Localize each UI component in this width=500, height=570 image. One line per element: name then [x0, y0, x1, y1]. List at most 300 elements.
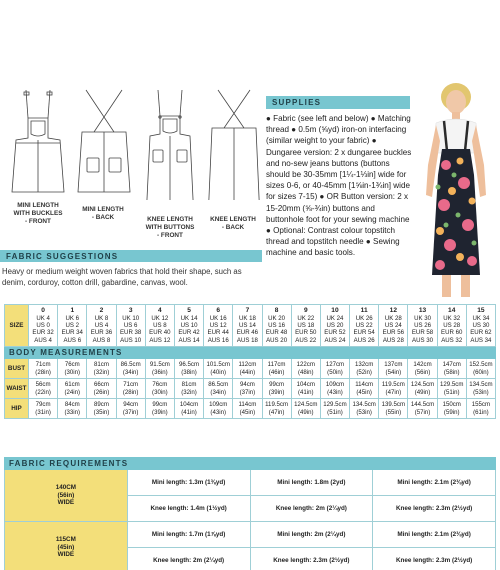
measurement-in: (36in) — [152, 368, 168, 376]
size-eur: EUR 34 — [61, 329, 83, 337]
size-cell — [174, 305, 203, 347]
measurement-in: (26in) — [93, 388, 110, 396]
measurement-cell — [29, 359, 58, 379]
size-uk: UK 12 — [151, 314, 169, 322]
measurement-in: (38in) — [181, 368, 197, 376]
size-uk: UK 10 — [122, 314, 140, 322]
size-cell — [379, 305, 408, 347]
size-uk: UK 4 — [36, 314, 50, 322]
sketch-caption-3 — [134, 216, 206, 240]
measurement-cm: 134.5cm — [352, 401, 376, 409]
size-cell — [408, 305, 437, 347]
measurement-in: (43in) — [327, 388, 343, 396]
measurement-cm: 76cm — [152, 381, 168, 389]
size-aus: AUS 6 — [63, 336, 82, 344]
measurement-in: (53in) — [473, 388, 489, 396]
size-cell — [466, 305, 495, 347]
size-eur: EUR 32 — [32, 329, 54, 337]
measurement-cell — [320, 379, 349, 399]
caption-line: - BACK — [221, 224, 245, 231]
size-chart-table — [4, 304, 496, 419]
size-eur: EUR 38 — [119, 329, 142, 337]
size-uk: UK 26 — [355, 314, 373, 322]
measurement-cm: 112cm — [238, 361, 257, 369]
size-us: US 28 — [443, 322, 461, 330]
size-eur: EUR 40 — [149, 329, 171, 337]
size-us: US 22 — [355, 322, 373, 330]
measurement-cm: 114cm — [355, 381, 374, 389]
dungaree-mini-front-drawing — [8, 88, 68, 200]
measurement-cell — [204, 399, 233, 419]
fabric-width-line: WIDE — [57, 551, 75, 559]
measurement-in: (56in) — [414, 368, 431, 376]
size-uk: UK 28 — [384, 314, 402, 322]
measurement-cell — [437, 359, 466, 379]
size-us: US 18 — [297, 322, 315, 330]
measurement-cell — [145, 399, 174, 419]
size-uk: UK 8 — [94, 314, 109, 322]
measurement-cell — [204, 379, 233, 399]
size-aus: AUS 12 — [149, 336, 171, 344]
size-number: 2 — [99, 306, 104, 314]
measurement-cell — [379, 399, 408, 419]
measurement-cell — [291, 399, 320, 419]
size-row — [5, 305, 496, 347]
measurement-in: (41in) — [181, 408, 197, 416]
measurement-cm: 89cm — [94, 401, 109, 409]
requirement-row — [5, 522, 496, 548]
size-eur: EUR 52 — [324, 329, 346, 337]
measurement-cm: 119.5cm — [381, 381, 405, 389]
size-us: US 0 — [36, 322, 50, 330]
measurement-cell — [116, 359, 145, 379]
requirement-cell: Knee length: 2.3m (2½yd) — [373, 496, 496, 522]
size-uk: UK 16 — [209, 314, 227, 322]
fabric-requirements-heading-row — [5, 458, 496, 470]
size-aus: AUS 10 — [120, 336, 142, 344]
size-uk: UK 22 — [297, 314, 315, 322]
requirement-cell: Knee length: 2.3m (2½yd) — [373, 548, 496, 570]
measurement-cm: 81cm — [181, 381, 197, 389]
technical-sketches — [0, 88, 262, 248]
measurement-in: (28in) — [122, 388, 139, 396]
measurement-cell — [87, 359, 116, 379]
measurement-cell — [145, 379, 174, 399]
size-aus: AUS 16 — [207, 336, 229, 344]
measurement-in: (32in) — [181, 388, 197, 396]
size-number: 4 — [158, 306, 162, 314]
size-aus: AUS 32 — [441, 336, 463, 344]
size-cell — [350, 305, 379, 347]
size-uk: UK 14 — [180, 314, 198, 322]
measurement-in: (61in) — [473, 408, 489, 416]
measurement-cell — [466, 379, 495, 399]
sketch-caption-2 — [70, 206, 136, 222]
size-cell — [320, 305, 349, 347]
size-uk: UK 32 — [443, 314, 461, 322]
measurement-in: (30in) — [64, 368, 81, 376]
measurement-in: (32in) — [93, 368, 110, 376]
measurement-in: (24in) — [64, 388, 81, 396]
size-us: US 20 — [326, 322, 344, 330]
body-measurements-heading: BODY MEASUREMENTS — [5, 347, 496, 359]
size-number: 10 — [331, 306, 339, 314]
size-aus: AUS 20 — [266, 336, 288, 344]
size-aus: AUS 22 — [295, 336, 317, 344]
measurement-in: (35in) — [93, 408, 110, 416]
measurement-cm: 94cm — [239, 381, 255, 389]
size-number: 12 — [389, 306, 398, 314]
size-number: 6 — [216, 306, 221, 314]
measurement-in: (44in) — [239, 368, 256, 376]
measurement-cell — [379, 379, 408, 399]
measurement-cm: 56cm — [35, 381, 51, 389]
size-us: US 6 — [123, 322, 138, 330]
measurement-cell — [174, 379, 203, 399]
size-eur: EUR 44 — [207, 329, 229, 337]
fabric-width-label — [5, 470, 128, 522]
measurement-cm: 124.5cm — [294, 401, 318, 409]
measurement-cm: 104cm — [296, 381, 315, 389]
measurement-cm: 117cm — [267, 361, 286, 369]
measurement-cm: 99cm — [269, 381, 285, 389]
measurement-cm: 129.5cm — [440, 381, 464, 389]
size-aus: AUS 18 — [236, 336, 258, 344]
size-uk: UK 24 — [326, 314, 344, 322]
measurement-in: (57in) — [414, 408, 431, 416]
sketch-caption-4 — [200, 216, 266, 232]
size-uk: UK 20 — [268, 314, 286, 322]
measurement-in: (22in) — [35, 388, 51, 396]
caption-line: MINI LENGTH — [82, 206, 124, 213]
size-eur: EUR 42 — [178, 329, 200, 337]
measurement-cell — [174, 359, 203, 379]
measurement-in: (34in) — [210, 388, 227, 396]
fabric-requirements-table — [4, 457, 496, 570]
size-eur: EUR 56 — [382, 329, 405, 337]
caption-line: KNEE LENGTH — [210, 216, 256, 223]
size-us: US 4 — [94, 322, 109, 330]
size-us: US 12 — [209, 322, 227, 330]
measurement-cell — [262, 399, 291, 419]
measurement-cell — [408, 379, 437, 399]
size-aus: AUS 34 — [470, 336, 492, 344]
measurement-cell — [437, 379, 466, 399]
measurement-row — [5, 359, 496, 379]
measurement-in: (31in) — [35, 408, 51, 416]
size-aus: AUS 4 — [34, 336, 52, 344]
measurement-in: (34in) — [122, 368, 139, 376]
measurement-label: BUST — [5, 359, 29, 379]
fabric-requirements-heading: FABRIC REQUIREMENTS — [5, 458, 496, 470]
fabric-width-line: (56in) — [57, 491, 75, 499]
size-eur: EUR 58 — [411, 329, 434, 337]
measurement-in: (55in) — [385, 408, 402, 416]
measurement-in: (46in) — [268, 368, 285, 376]
measurement-cm: 71cm — [35, 361, 51, 369]
measurement-cell — [350, 379, 379, 399]
measurement-cell — [174, 399, 203, 419]
size-number: 9 — [303, 306, 308, 314]
size-number: 11 — [360, 306, 368, 314]
size-cell — [233, 305, 262, 347]
sketch-mini-front — [8, 88, 68, 200]
measurement-cell — [466, 359, 495, 379]
size-eur: EUR 36 — [90, 329, 113, 337]
size-number: 1 — [70, 306, 75, 314]
size-number: 7 — [245, 306, 250, 314]
measurement-cell — [262, 359, 291, 379]
caption-line: - BACK — [91, 214, 115, 221]
measurement-cm: 84cm — [64, 401, 80, 409]
size-cell — [145, 305, 174, 347]
measurement-cm: 137cm — [384, 361, 403, 369]
measurement-in: (45in) — [239, 408, 256, 416]
measurement-cm: 104cm — [179, 401, 199, 409]
measurement-in: (43in) — [210, 408, 227, 416]
size-aus: AUS 8 — [92, 336, 111, 344]
measurement-row — [5, 379, 496, 399]
measurement-cell — [408, 359, 437, 379]
measurement-cm: 61cm — [64, 381, 80, 389]
dungaree-mini-back-drawing — [74, 88, 134, 200]
measurement-in: (49in) — [414, 388, 431, 396]
size-cell — [291, 305, 320, 347]
fabric-width-line: 115CM — [55, 535, 76, 543]
size-cell — [437, 305, 466, 347]
measurement-in: (39in) — [152, 408, 168, 416]
fabric-width-line: 140CM — [55, 483, 77, 491]
requirement-row — [5, 470, 496, 496]
measurement-cm: 86.5cm — [208, 381, 229, 389]
dungaree-knee-back-drawing — [204, 88, 264, 200]
requirement-cell: Knee length: 2m (2¼yd) — [250, 496, 373, 522]
caption-line: KNEE LENGTH — [147, 216, 193, 223]
requirement-cell: Knee length: 1.4m (1½yd) — [127, 496, 250, 522]
measurement-in: (39in) — [268, 388, 285, 396]
measurement-in: (52in) — [356, 368, 372, 376]
body-measurements-heading-row — [5, 347, 496, 359]
measurement-in: (33in) — [64, 408, 81, 416]
measurement-cm: 99cm — [152, 401, 168, 409]
measurement-cm: 155cm — [471, 401, 491, 409]
size-cell — [262, 305, 291, 347]
sketch-caption-1 — [0, 202, 76, 226]
measurement-cm: 66cm — [94, 381, 109, 389]
size-cell — [58, 305, 87, 347]
size-us: US 24 — [384, 322, 402, 330]
fabric-suggestions-text: Heavy or medium weight woven fabrics that hold their shape, such as denim, corduroy, cotton drill, gabardine, canvas, wool. — [2, 267, 242, 287]
measurement-cell — [58, 359, 87, 379]
measurement-cm: 150cm — [442, 401, 461, 409]
measurement-cell — [291, 379, 320, 399]
size-eur: EUR 50 — [295, 329, 317, 337]
measurement-cell — [437, 399, 466, 419]
measurement-cm: 134.5cm — [469, 381, 493, 389]
size-cell — [29, 305, 58, 347]
measurement-cell — [408, 399, 437, 419]
measurement-cm: 127cm — [325, 361, 345, 369]
measurement-cell — [233, 399, 262, 419]
size-us: US 30 — [472, 322, 490, 330]
measurement-cm: 76cm — [64, 361, 80, 369]
size-eur: EUR 54 — [353, 329, 375, 337]
measurement-in: (60in) — [473, 368, 489, 376]
measurement-in: (45in) — [356, 388, 372, 396]
model-photo — [414, 75, 500, 297]
size-us: US 2 — [65, 322, 80, 330]
fabric-suggestions-heading: FABRIC SUGGESTIONS — [0, 250, 262, 262]
size-number: 3 — [128, 306, 133, 314]
measurement-in: (59in) — [443, 408, 460, 416]
size-eur: EUR 60 — [441, 329, 463, 337]
size-number: 5 — [187, 306, 191, 314]
size-us: US 8 — [153, 322, 167, 330]
measurement-in: (40in) — [210, 368, 227, 376]
measurement-in: (47in) — [268, 408, 285, 416]
size-uk: UK 18 — [238, 314, 256, 322]
dungaree-knee-front-drawing — [140, 88, 200, 200]
size-uk: UK 30 — [414, 314, 431, 322]
requirement-cell: Knee length: 2.3m (2½yd) — [250, 548, 373, 570]
size-number: 15 — [477, 306, 485, 314]
measurement-cm: 132cm — [355, 361, 374, 369]
caption-line: MINI LENGTH — [17, 202, 59, 209]
measurement-cell — [291, 359, 320, 379]
measurement-cell — [87, 379, 116, 399]
measurement-cm: 86.5cm — [120, 361, 141, 369]
size-number: 13 — [418, 306, 427, 314]
size-eur: EUR 62 — [470, 329, 492, 337]
measurement-in: (51in) — [327, 408, 343, 416]
measurement-cell — [145, 359, 174, 379]
requirement-cell: Mini length: 2.1m (2⅜yd) — [373, 522, 496, 548]
measurement-cell — [204, 359, 233, 379]
sketch-knee-back — [204, 88, 264, 200]
measurement-cell — [58, 379, 87, 399]
measurement-in: (37in) — [122, 408, 139, 416]
measurement-cell — [233, 379, 262, 399]
size-us: US 10 — [180, 322, 198, 330]
measurement-cm: 109cm — [325, 381, 345, 389]
measurement-in: (50in) — [327, 368, 343, 376]
supplies-heading: SUPPLIES — [266, 96, 410, 109]
measurement-cm: 94cm — [123, 401, 139, 409]
size-number: 14 — [448, 306, 456, 314]
measurement-cell — [29, 399, 58, 419]
measurement-cm: 119.5cm — [265, 401, 289, 409]
measurement-cm: 152.5cm — [469, 361, 493, 369]
requirement-cell: Mini length: 2.1m (2⅜yd) — [373, 470, 496, 496]
size-aus: AUS 26 — [353, 336, 375, 344]
measurement-cm: 124.5cm — [410, 381, 435, 389]
size-uk: UK 6 — [65, 314, 80, 322]
size-cell — [116, 305, 145, 347]
measurement-in: (58in) — [443, 368, 460, 376]
measurement-cell — [379, 359, 408, 379]
size-label: SIZE — [5, 305, 29, 347]
measurement-cell — [29, 379, 58, 399]
measurement-in: (30in) — [152, 388, 168, 396]
measurement-in: (49in) — [297, 408, 314, 416]
size-uk: UK 34 — [472, 314, 490, 322]
measurement-in: (28in) — [35, 368, 51, 376]
caption-line: WITH BUTTONS — [145, 224, 195, 231]
fabric-width-label — [5, 522, 128, 570]
sketch-knee-front — [140, 88, 200, 200]
measurement-in: (51in) — [443, 388, 460, 396]
measurement-cell — [116, 399, 145, 419]
measurement-cell — [87, 399, 116, 419]
measurement-cell — [233, 359, 262, 379]
measurement-cm: 144.5cm — [410, 401, 435, 409]
measurement-cm: 101.5cm — [206, 361, 230, 369]
caption-line: - FRONT — [157, 232, 183, 239]
size-us: US 14 — [238, 322, 256, 330]
measurement-cell — [116, 379, 145, 399]
sketch-mini-back — [74, 88, 134, 200]
measurement-cell — [262, 379, 291, 399]
measurement-cell — [320, 399, 349, 419]
supplies-text: ● Fabric (see left and below) ● Matching thread ● 0.5m (⅝yd) iron-on interfacing (similar weight to your fabric) ● Dungaree version: 2 x dungaree buckles and no-sew jeans buttons (buttons should be 30-35mm [1¼-1⅓in] wide for sizes 0-6, or 40-45mm [1⅝in-1¾in] wide for sizes 7-15) ● OR Button version: 2 x 15-20mm (⅝-¾in) buttons and buttonhole foot for your sewing machine ● Optional: Contrast colour topstitch thread and topstitch needle ● Sewing machine and basic tools. — [266, 114, 412, 258]
size-number: 8 — [274, 306, 279, 314]
fabric-width-line: WIDE — [57, 499, 75, 507]
measurement-cm: 96.5cm — [179, 361, 200, 369]
caption-line: - FRONT — [25, 218, 51, 225]
measurement-in: (54in) — [385, 368, 402, 376]
measurement-in: (47in) — [385, 388, 402, 396]
measurement-in: (41in) — [297, 388, 314, 396]
fabric-width-line: (45in) — [57, 543, 75, 551]
measurement-in: (48in) — [297, 368, 314, 376]
measurement-label: HIP — [5, 399, 29, 419]
size-cell — [204, 305, 233, 347]
measurement-label: WAIST — [5, 379, 29, 399]
measurement-cell — [320, 359, 349, 379]
measurement-cm: 139.5cm — [381, 401, 406, 409]
measurement-cm: 79cm — [35, 401, 51, 409]
size-eur: EUR 46 — [236, 329, 259, 337]
size-eur: EUR 48 — [265, 329, 288, 337]
size-aus: AUS 24 — [324, 336, 346, 344]
size-aus: AUS 28 — [382, 336, 404, 344]
measurement-cm: 147cm — [442, 361, 461, 369]
requirement-cell: Knee length: 2m (2¼yd) — [127, 548, 250, 570]
requirement-cell: Mini length: 2m (2¼yd) — [250, 522, 373, 548]
size-aus: AUS 14 — [178, 336, 200, 344]
size-number: 0 — [41, 306, 45, 314]
measurement-in: (37in) — [239, 388, 256, 396]
measurement-cell — [466, 399, 495, 419]
requirement-cell: Mini length: 1.7m (1⅞yd) — [127, 522, 250, 548]
measurement-cm: 71cm — [123, 381, 139, 389]
caption-line: WITH BUCKLES — [13, 210, 63, 217]
size-cell — [87, 305, 116, 347]
measurement-cm: 142cm — [413, 361, 432, 369]
requirement-cell: Mini length: 1.3m (1⅜yd) — [127, 470, 250, 496]
size-us: US 26 — [414, 322, 431, 330]
measurement-cm: 122cm — [296, 361, 315, 369]
measurement-row — [5, 399, 496, 419]
measurement-cm: 81cm — [94, 361, 109, 369]
size-aus: AUS 30 — [412, 336, 434, 344]
measurement-cell — [58, 399, 87, 419]
measurement-cell — [350, 359, 379, 379]
size-us: US 16 — [268, 322, 286, 330]
measurement-cm: 91.5cm — [149, 361, 170, 369]
measurement-cm: 129.5cm — [323, 401, 347, 409]
measurement-in: (53in) — [356, 408, 372, 416]
